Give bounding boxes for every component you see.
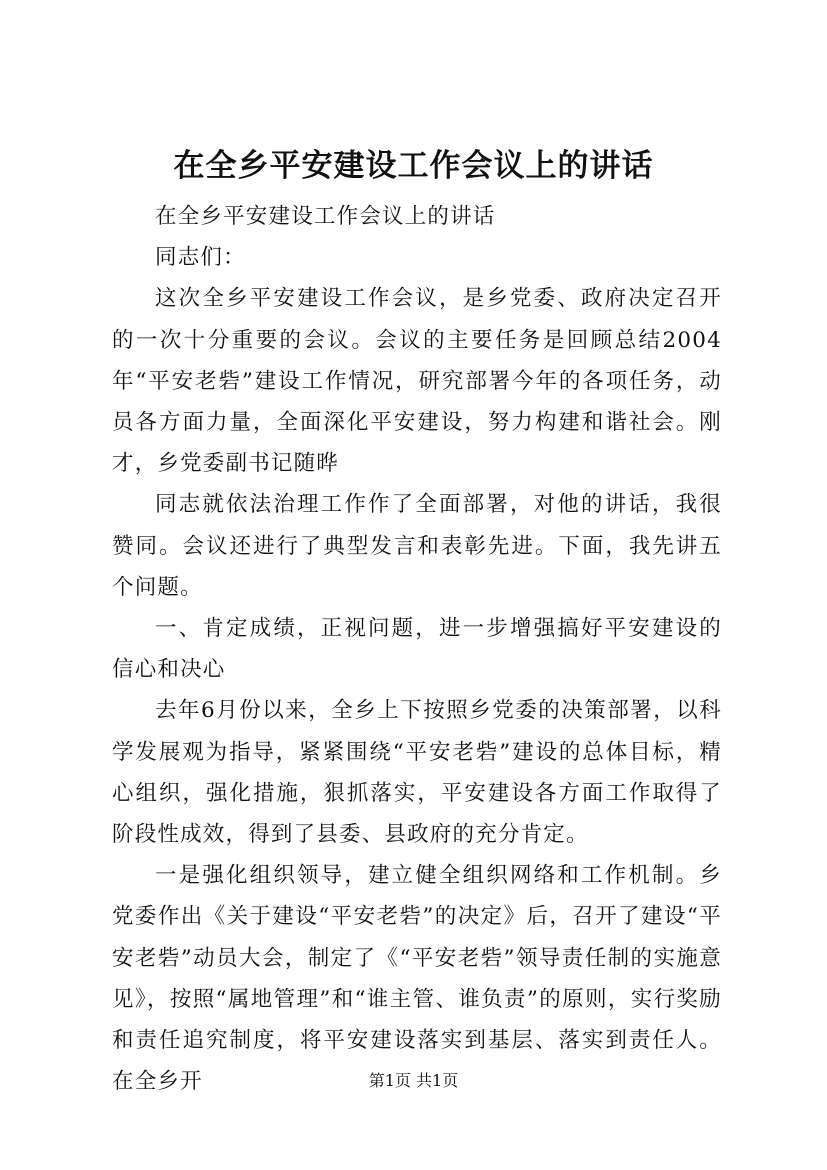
paragraph-intro: 这次全乡平安建设工作会议，是乡党委、政府决定召开的一次十分重要的会议。会议的主要任务是回顾总结2004年“平安老砦”建设工作情况，研究部署今年的各项任务，动员各方面力量，全面深化平安建设，努力构建和谐社会。刚才，乡党委副书记随晔	[112, 286, 722, 477]
paragraph-salutation: 同志们：	[155, 245, 246, 271]
page-footer: 第1页 共1页	[368, 1071, 459, 1090]
document-title: 在全乡平安建设工作会议上的讲话	[173, 148, 654, 184]
paragraph-continuation: 同志就依法治理工作作了全面部署，对他的讲话，我很赞同。会议还进行了典型发言和表彰先进。下面，我先讲五个问题。	[112, 492, 722, 600]
paragraph-subtitle: 在全乡平安建设工作会议上的讲话	[155, 204, 496, 229]
section-heading-1: 一、肯定成绩，正视问题，进一步增强搞好平安建设的信心和决心	[112, 616, 722, 683]
paragraph-point-1: 一是强化组织领导，建立健全组织网络和工作机制。乡党委作出《关于建设“平安老砦”的决定》后，召开了建设“平安老砦”动员大会，制定了《“平安老砦”领导责任制的实施意见》，按照“属地管理”和“谁主管、谁负责”的原则，实行奖励和责任追究制度，将平安建设落实到基层、落实到责任人。在全乡开	[112, 863, 722, 1095]
paragraph-achievements: 去年6月份以来，全乡上下按照乡党委的决策部署，以科学发展观为指导，紧紧围绕“平安老砦”建设的总体目标，精心组织，强化措施，狠抓落实，平安建设各方面工作取得了阶段性成效，得到了县委、县政府的充分肯定。	[112, 698, 722, 848]
document-body	[112, 196, 722, 1102]
